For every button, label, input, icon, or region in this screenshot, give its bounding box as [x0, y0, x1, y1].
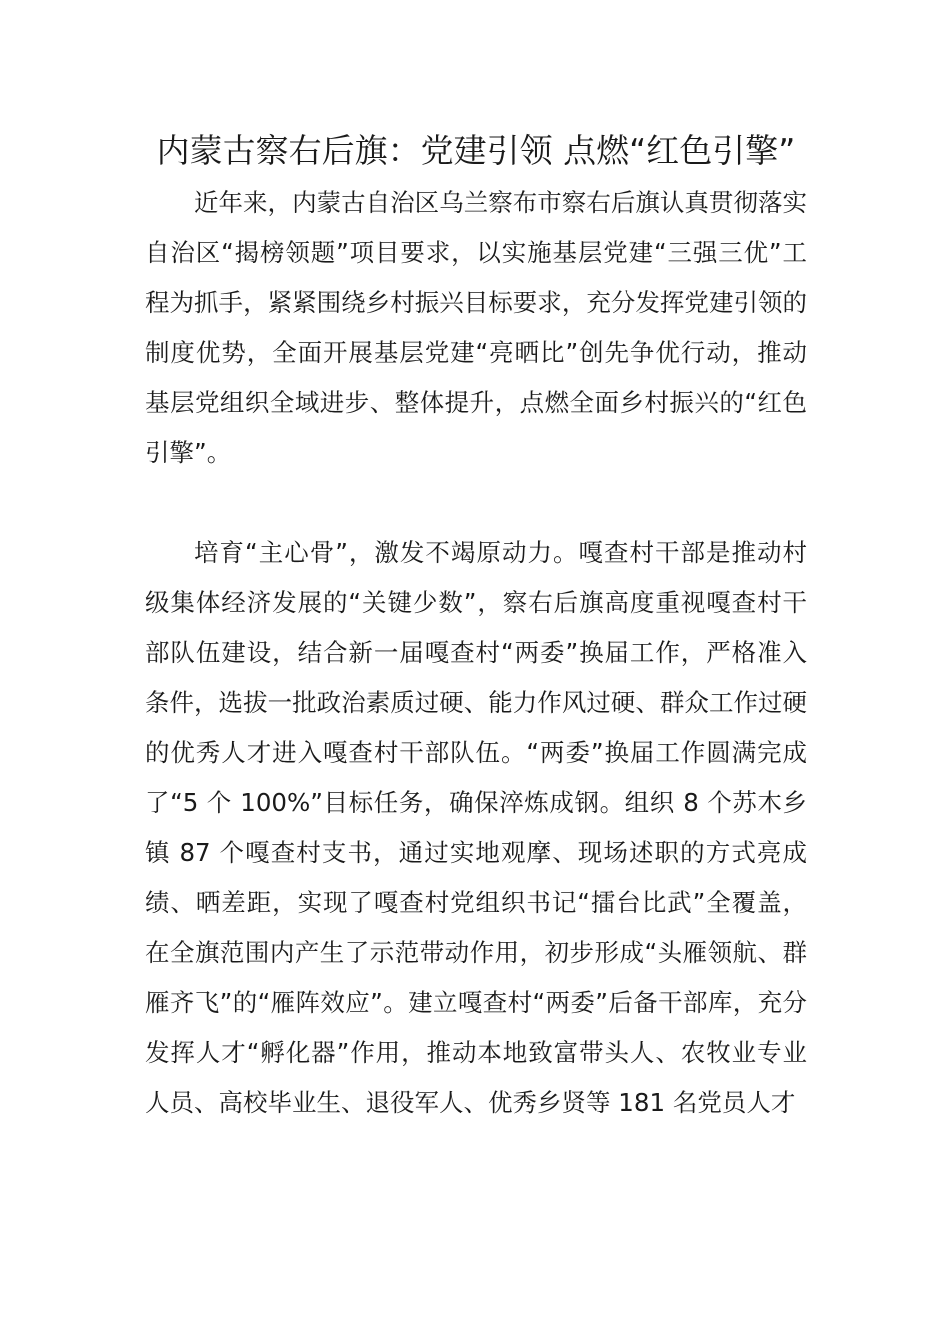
document-body — [145, 128, 807, 1128]
paragraph-intro: 近年来，内蒙古自治区乌兰察布市察右后旗认真贯彻落实自治区“揭榜领题”项目要求，以实施基层党建“三强三优”工程为抓手，紧紧围绕乡村振兴目标要求，充分发挥党建引领的制度优势，全面开展基层党建“亮晒比”创先争优行动，推动基层党组织全域进步、整体提升，点燃全面乡村振兴的“红色引擎”。 — [145, 188, 807, 467]
paragraph-cadre: 培育“主心骨”，激发不竭原动力。嘎查村干部是推动村级集体经济发展的“关键少数”，察右后旗高度重视嘎查村干部队伍建设，结合新一届嘎查村“两委”换届工作，严格准入条件，选拔一批政治素质过硬、能力作风过硬、群众工作过硬的优秀人才进入嘎查村干部队伍。“两委”换届工作圆满完成了“5 个 100%”目标任务，确保淬炼成钢。组织 8 个苏木乡镇 87 个嘎查村支书，通过实地观摩、现场述职的方式亮成绩、晒差距，实现了嘎查村党组织书记“擂台比武”全覆盖，在全旗范围内产生了示范带动作用，初步形成“头雁领航、群雁齐飞”的“雁阵效应”。建立嘎查村“两委”后备干部库，充分发挥人才“孵化器”作用，推动本地致富带头人、农牧业专业人员、高校毕业生、退役军人、优秀乡贤等 181 名党员人才 — [145, 538, 807, 1117]
document-title: 内蒙古察右后旗：党建引领 点燃“红色引擎” — [156, 131, 796, 170]
